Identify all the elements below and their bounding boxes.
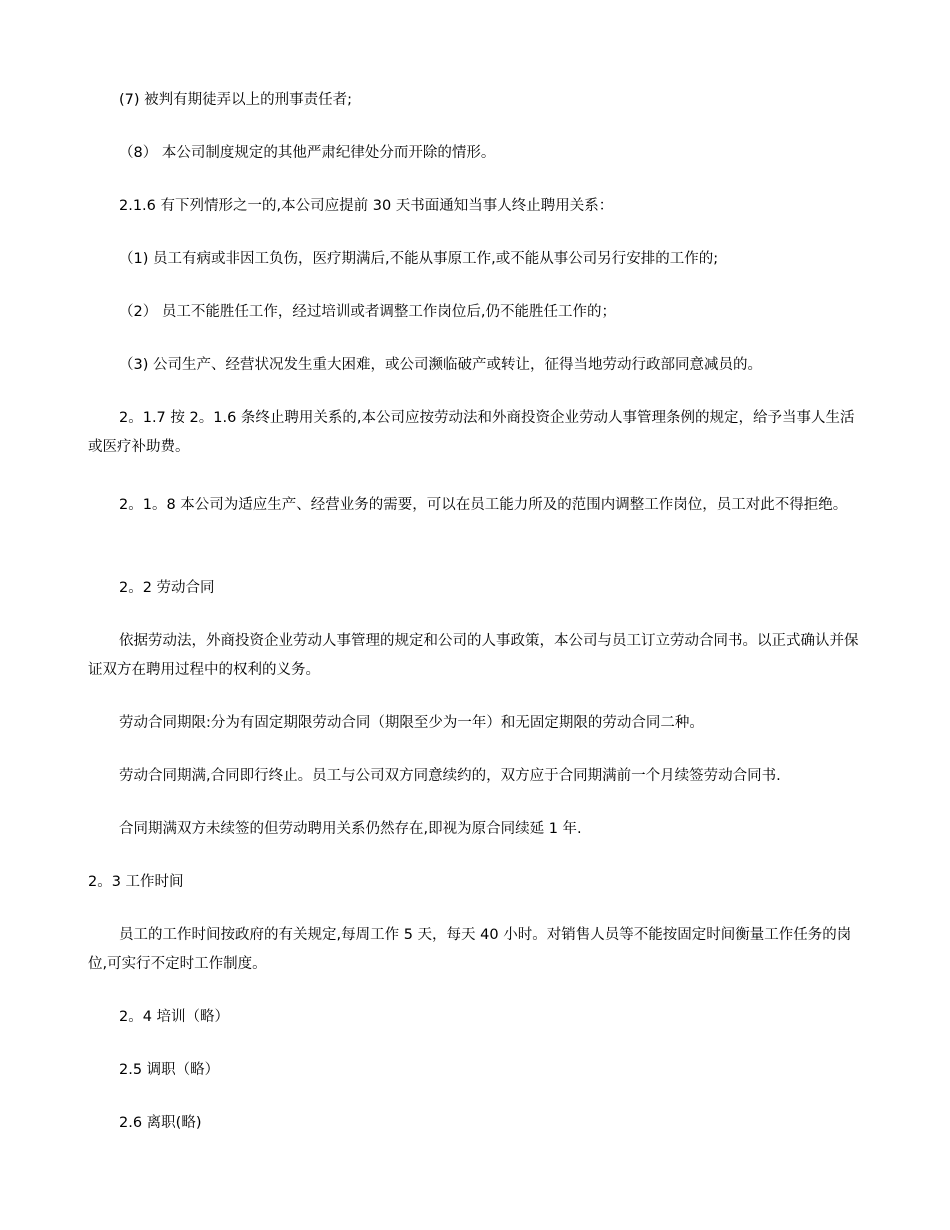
section-2-5-heading: 2.5 调职（略）	[119, 1062, 220, 1078]
item-3: （3) 公司生产、经营状况发生重大困难，或公司濒临破产或转让，征得当地劳动行政部同意减员的。	[119, 357, 762, 373]
section-2-4-heading: 2。4 培训（略）	[119, 1009, 230, 1025]
contract-extension: 合同期满双方未续签的但劳动聘用关系仍然存在,即视为原合同续延 1 年.	[119, 821, 582, 837]
labor-contract-basis: 依据劳动法，外商投资企业劳动人事管理的规定和公司的人事政策，本公司与员工订立劳动合同书。以正式确认并保证双方在聘用过程中的权利的义务。	[88, 633, 859, 678]
section-2-1-7: 2。1.7 按 2。1.6 条终止聘用关系的,本公司应按劳动法和外商投资企业劳动人事管理条例的规定，给予当事人生活或医疗补助费。	[88, 410, 855, 455]
contract-term: 劳动合同期限:分为有固定期限劳动合同（期限至少为一年）和无固定期限的劳动合同二种。	[119, 715, 704, 731]
working-hours: 员工的工作时间按政府的有关规定,每周工作 5 天，每天 40 小时。对销售人员等不能按固定时间衡量工作任务的岗位,可实行不定时工作制度。	[88, 927, 852, 972]
section-2-3-heading: 2。3 工作时间	[88, 874, 184, 890]
contract-expiry: 劳动合同期满,合同即行终止。员工与公司双方同意续约的，双方应于合同期满前一个月续签劳动合同书.	[119, 768, 781, 784]
section-2-1-6: 2.1.6 有下列情形之一的,本公司应提前 30 天书面通知当事人终止聘用关系：	[119, 198, 614, 214]
item-1: （1) 员工有病或非因工负伤，医疗期满后,不能从事原工作,或不能从事公司另行安排的工作的;	[119, 251, 719, 267]
section-2-2-heading: 2。2 劳动合同	[119, 580, 215, 596]
clause-7: (7) 被判有期徒弄以上的刑事责任者;	[119, 92, 353, 108]
item-2: （2） 员工不能胜任工作，经过培训或者调整工作岗位后,仍不能胜任工作的；	[119, 304, 616, 320]
section-2-6-heading: 2.6 离职(略)	[119, 1115, 202, 1131]
section-2-1-8: 2。1。8 本公司为适应生产、经营业务的需要，可以在员工能力所及的范围内调整工作岗位，员工对此不得拒绝。	[119, 497, 848, 513]
clause-8: （8） 本公司制度规定的其他严肃纪律处分而开除的情形。	[119, 145, 496, 161]
